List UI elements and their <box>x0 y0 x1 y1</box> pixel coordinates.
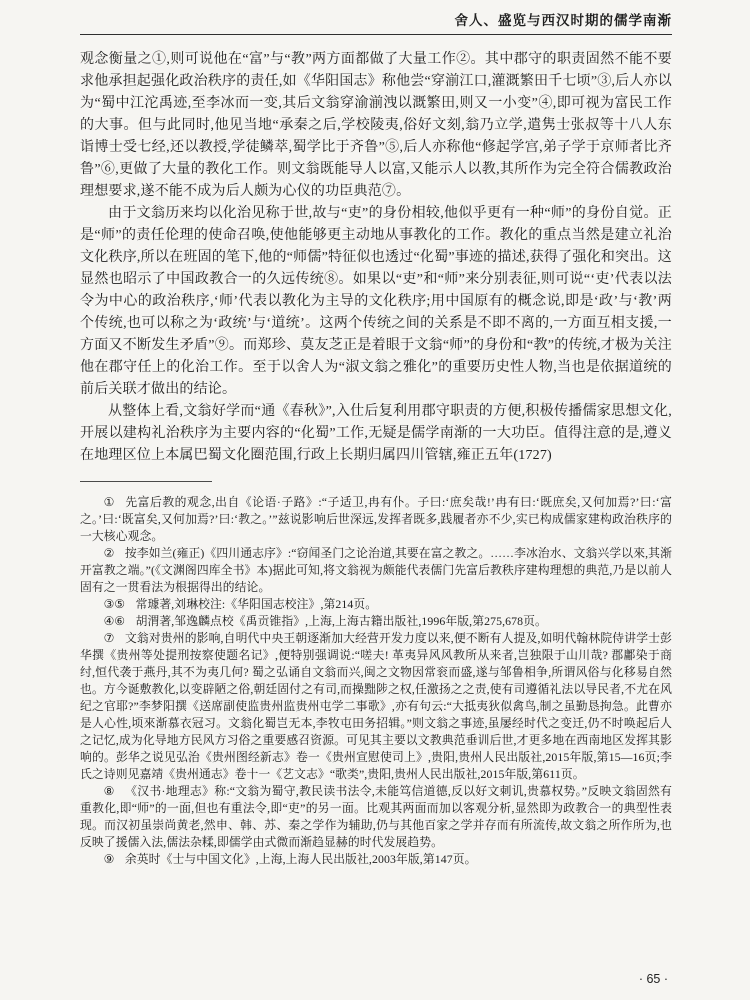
footnote-marker: ⑦ <box>103 631 115 645</box>
footnote <box>80 851 672 868</box>
paragraph: 观念衡量之①,则可说他在“富”与“教”两方面都做了大量工作②。其中郡守的职责固然不能不要求他承担起强化政治秩序的责任,如《华阳国志》称他尝“穿湔江口,灌溉繁田千七顷”③,后人亦以为“蜀中江沱禹迹,至李冰而一变,其后文翁穿渝湔洩以溉繁田,则又一小变”④,即可视为富民工作的大事。但与此同时,他见当地“承秦之后,学校陵夷,俗好文刻,翁乃立学,遣隽士张叔等十八人东诣博士受七经,还以教授,学徒鳞萃,蜀学比于齐鲁”⑤,后人亦称他“修起学宫,弟子学于京师者比齐鲁”⑥,更做了大量的教化工作。则文翁既能导人以富,又能示人以教,其所作为完全符合儒教政治理想要求,遂不能不成为后人颇为心仪的功臣典范⑦。 <box>80 52 672 199</box>
footnote <box>80 783 672 851</box>
footnote <box>80 630 672 783</box>
page-number: · 65 · <box>638 972 668 986</box>
footnote-marker: ④⑥ <box>103 614 125 628</box>
paragraph: 由于文翁历来均以化治见称于世,故与“吏”的身份相较,他似乎更有一种“师”的身份自觉。正是“师”的责任伦理的使命召唤,使他能够更主动地从事教化的工作。教化的重点当然是建立礼治文化秩序,所以在班固的笔下,他的“师儒”特征似也透过“化蜀”事迹的描述,获得了强化和突出。这显然也昭示了中国政教合一的久远传统⑧。如果以“吏”和“师”来分别表征,则可说“‘吏’代表以法令为中心的政治秩序,‘师’代表以教化为主导的文化秩序;用中国原有的概念说,即是‘政’与‘教’两个传统,也可以称之为‘政统’与‘道统’。这两个传统之间的关系是不即不离的,一方面互相支援,一方面又不断发生矛盾”⑨。而郑珍、莫友芝正是着眼于文翁“师”的身份和“教”的传统,才极为关注他在郡守任上的化治工作。至于以舍人为“淑文翁之雅化”的重要历史性人物,当也是依据道统的前后关联才做出的结论。 <box>80 206 672 397</box>
body-text <box>80 49 672 467</box>
footnote-marker: ⑧ <box>103 784 115 798</box>
footnote-text: 按李如兰(雍正)《四川通志序》:“窃闻圣门之论治道,其要在富之教之。……李冰治水、文翁兴学以來,其渐开富教之端。”(《文渊阁四库全书》本)据此可知,将文翁视为颇能代表儒门先富后教秩序建构理想的典范,乃是以前人固有之一贯看法为根据得出的结论。 <box>80 546 672 594</box>
paragraph: 从整体上看,文翁好学而“通《春秋》”,入仕后复利用郡守职责的方便,积极传播儒家思想文化,开展以建构礼治秩序为主要内容的“化蜀”工作,无疑是儒学南渐的一大功臣。值得注意的是,遵义在地理区位上本属巴蜀文化圈范围,行政上长期归属四川管辖,雍正五年(1727) <box>80 404 672 463</box>
footnote-marker: ⑨ <box>103 852 115 866</box>
footnote <box>80 494 672 545</box>
header-rule <box>80 34 672 35</box>
footnote-marker: ② <box>103 546 115 560</box>
footnote-marker: ① <box>103 495 115 509</box>
running-head-title: 舍人、盛览与西汉时期的儒学南渐 <box>454 13 672 28</box>
footnote-separator-rule <box>80 481 212 482</box>
footnote-text: 余英时《士与中国文化》,上海,上海人民出版社,2003年版,第147页。 <box>124 852 477 866</box>
footnote-text: 先富后教的观念,出自《论语·子路》:“子适卫,冉有仆。子曰:‘庶矣哉!’冉有曰:‘既庶矣,又何加焉?’曰:‘富之。’曰:‘既富矣,又何加焉?’曰:‘教之。’”兹说影响后世深远,发挥者既多,践履者亦不少,实已构成儒家建构政治秩序的一大核心观念。 <box>80 495 672 543</box>
footnote-marker: ③⑤ <box>103 597 125 611</box>
footnotes <box>80 494 672 868</box>
footnote <box>80 596 672 613</box>
footnote-text: 常璩著,刘琳校注:《华阳国志校注》,第214页。 <box>135 597 378 611</box>
footnote-text: 《汉书·地理志》称:“文翁为蜀守,教民读书法令,未能笃信道德,反以好文刺讥,贵慕权势。”反映文翁固然有重教化,即“师”的一面,但也有重法令,即“吏”的另一面。比观其两面而加以客观分析,显然即为政教合一的典型性表现。而汉初虽崇尚黄老,然申、韩、苏、秦之学作为辅助,仍与其他百家之学并存而有所流传,故文翁之所作所为,也反映了援儒入法,儒法杂糅,即儒学由式微而渐趋显赫的时代发展趋势。 <box>80 784 673 849</box>
footnote <box>80 613 672 630</box>
footnote <box>80 545 672 596</box>
footnote-text: 胡渭著,邹逸麟点校《禹贡锥指》,上海,上海古籍出版社,1996年版,第275,678页。 <box>135 614 547 628</box>
footnote-text: 文翁对贵州的影响,自明代中央王朝逐渐加大经营开发力度以来,便不断有人提及,如明代翰林院侍讲学士彭华撰《贵州等处提刑按察使题名记》,便特别强调说:“嗟夫! 革夷异风风教所从来者,岂独限于山川哉? 郡鄘染于商纣,恒代袭于燕丹,其不为夷几何? 蜀之弘诵自文翁而兴,闽之文物因常衮而盛,遂与邹鲁相争,所谓风俗与化移易自然也。方今诞敷教化,以变辟陋之俗,朝廷固付之有司,而操黜陟之权,任激扬之之责,使有司遵循礼法以导民者,不尤在风纪之官耶?”李梦阳撰《送席副使监贵州监贵州屯学二事歌》,亦有句云:“大抵夷狄似禽鸟,制之虽勤恳拘急。此曹亦是人心性,顷來渐慕衣冠习。文翁化蜀岂无本,李牧屯田务招辑。”则文翁之事迹,虽屡经时代之变迁,仍不时唤起后人之记忆,成为化导地方民风方习俗之重要感召资源。可见其主要以文教典范垂训后世,才更多地在西南地区发挥其影响的。彭华之说见弘治《贵州图经新志》卷一《贵州宣慰使司上》,贵阳,贵州人民出版社,2015年版,第15—16页;李氏之诗则见嘉靖《贵州通志》卷十一《艺文志》“歌类”,贵阳,贵州人民出版社,2015年版,第611页。 <box>80 631 672 781</box>
